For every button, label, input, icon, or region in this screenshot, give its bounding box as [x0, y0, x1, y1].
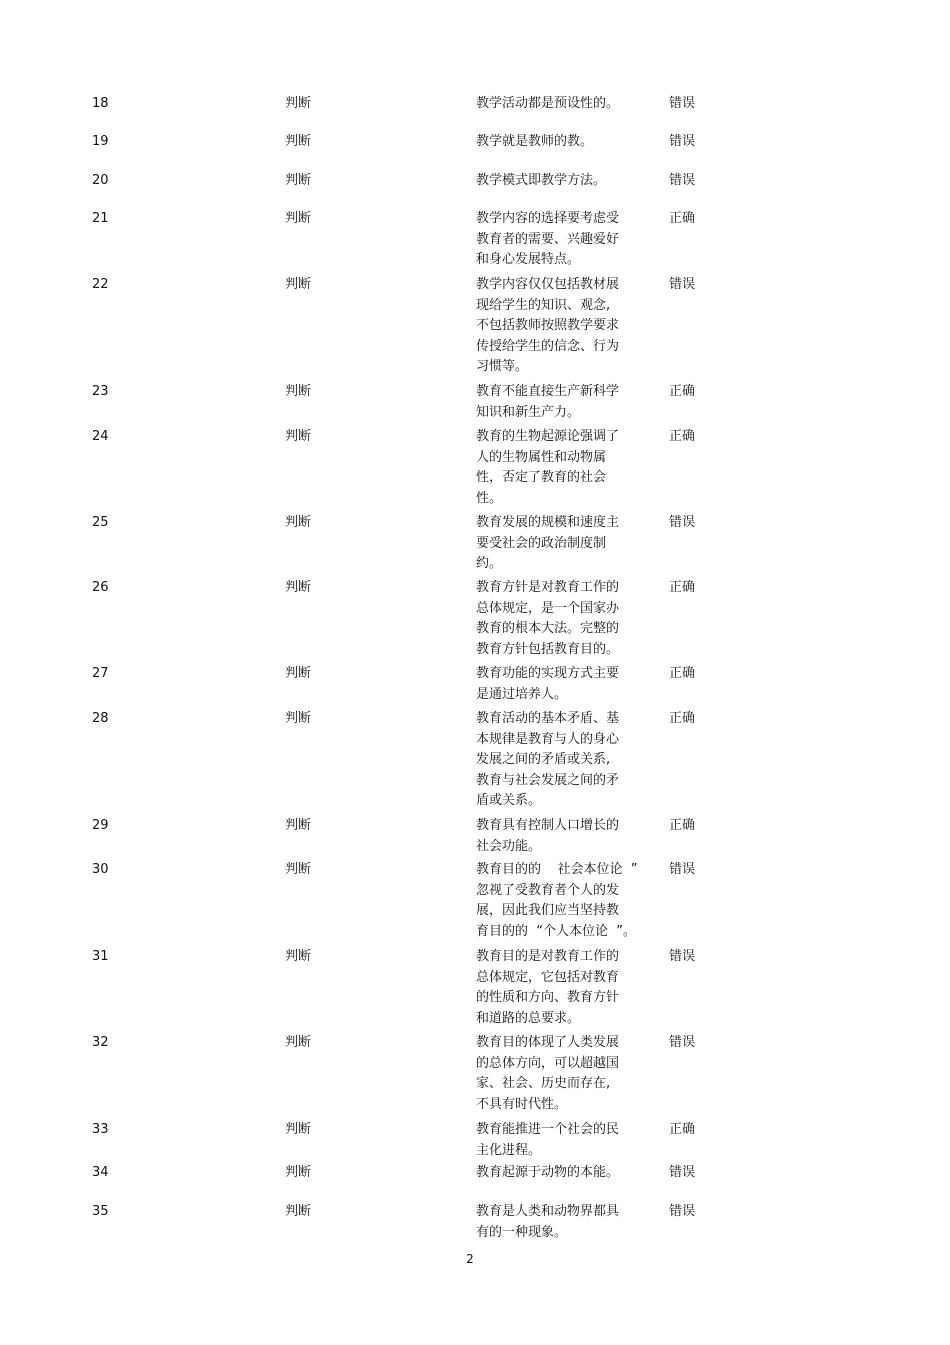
question-statement: 教学模式即教学方法。 — [476, 173, 607, 188]
question-statement: 教育能推进一个社会的民 主化进程。 — [476, 1122, 620, 1158]
question-type: 判断 — [285, 515, 312, 530]
question-type: 判断 — [285, 1165, 312, 1180]
question-number: 19 — [92, 134, 109, 149]
question-type: 判断 — [285, 211, 312, 226]
question-number: 35 — [92, 1204, 109, 1219]
question-type: 判断 — [285, 384, 312, 399]
question-answer: 错误 — [669, 1204, 696, 1219]
question-number: 25 — [92, 515, 109, 530]
question-type: 判断 — [285, 949, 312, 964]
question-statement: 教育活动的基本矛盾、基 本规律是教育与人的身心 发展之间的矛盾或关系, 教育与社会发展之间的矛 盾或关系。 — [476, 711, 620, 808]
question-statement: 教育方针是对教育工作的 总体规定，是一个国家办 教育的根本大法。完整的 教育方针包括教育目的。 — [476, 580, 620, 657]
question-type: 判断 — [285, 1204, 312, 1219]
question-number: 27 — [92, 666, 109, 681]
question-number: 30 — [92, 862, 109, 877]
question-number: 20 — [92, 173, 109, 188]
question-number: 23 — [92, 384, 109, 399]
question-statement: 教学内容仅仅包括教材展 现给学生的知识、观念, 不包括教师按照教学要求 传授给学生的信念、行为 习惯等。 — [476, 277, 620, 374]
question-answer: 错误 — [669, 134, 696, 149]
question-answer: 错误 — [669, 173, 696, 188]
question-type: 判断 — [285, 862, 312, 877]
question-answer: 正确 — [669, 711, 696, 726]
question-statement: 教育目的是对教育工作的 总体规定，它包括对教育 的性质和方向、教育方针 和道路的总要求。 — [476, 949, 620, 1026]
question-statement: 教育功能的实现方式主要 是通过培养人。 — [476, 666, 620, 702]
question-number: 29 — [92, 818, 109, 833]
question-number: 31 — [92, 949, 109, 964]
question-number: 26 — [92, 580, 109, 595]
question-statement: 教学就是教师的教。 — [476, 134, 594, 149]
question-answer: 正确 — [669, 1122, 696, 1137]
question-type: 判断 — [285, 711, 312, 726]
question-answer: 正确 — [669, 666, 696, 681]
question-answer: 错误 — [669, 862, 696, 877]
question-answer: 错误 — [669, 949, 696, 964]
question-statement: 教育具有控制人口增长的 社会功能。 — [476, 818, 620, 854]
question-number: 33 — [92, 1122, 109, 1137]
question-answer: 正确 — [669, 580, 696, 595]
question-statement: 教育目的的 社会本位论 ” 忽视了受教育者个人的发 展，因此我们应当坚持教 育目的的 “个人本位论 ”。 — [476, 862, 638, 939]
question-statement: 教育是人类和动物界都具 有的一种现象。 — [476, 1204, 620, 1240]
question-answer: 正确 — [669, 384, 696, 399]
question-number: 22 — [92, 277, 109, 292]
question-statement: 教学内容的选择要考虑受 教育者的需要、兴趣爱好 和身心发展特点。 — [476, 211, 620, 267]
question-type: 判断 — [285, 1122, 312, 1137]
question-statement: 教育起源于动物的本能。 — [476, 1165, 620, 1180]
question-type: 判断 — [285, 1035, 312, 1050]
question-type: 判断 — [285, 173, 312, 188]
question-type: 判断 — [285, 580, 312, 595]
question-answer: 正确 — [669, 211, 696, 226]
question-answer: 错误 — [669, 1165, 696, 1180]
question-type: 判断 — [285, 96, 312, 111]
question-type: 判断 — [285, 277, 312, 292]
question-number: 24 — [92, 429, 109, 444]
question-answer: 错误 — [669, 277, 696, 292]
question-statement: 教育的生物起源论强调了 人的生物属性和动物属 性，否定了教育的社会 性。 — [476, 429, 620, 506]
question-number: 32 — [92, 1035, 109, 1050]
question-type: 判断 — [285, 818, 312, 833]
question-statement: 教育不能直接生产新科学 知识和新生产力。 — [476, 384, 620, 420]
question-type: 判断 — [285, 429, 312, 444]
question-answer: 正确 — [669, 429, 696, 444]
question-number: 21 — [92, 211, 109, 226]
question-answer: 错误 — [669, 1035, 696, 1050]
question-number: 28 — [92, 711, 109, 726]
page-number: 2 — [466, 1252, 474, 1266]
question-statement: 教育发展的规模和速度主 要受社会的政治制度制 约。 — [476, 515, 620, 571]
question-statement: 教学活动都是预设性的。 — [476, 96, 620, 111]
question-answer: 正确 — [669, 818, 696, 833]
question-type: 判断 — [285, 666, 312, 681]
question-statement: 教育目的体现了人类发展 的总体方向，可以超越国 家、社会、历史而存在, 不具有时代性。 — [476, 1035, 620, 1112]
question-type: 判断 — [285, 134, 312, 149]
question-number: 34 — [92, 1165, 109, 1180]
question-number: 18 — [92, 96, 109, 111]
question-answer: 错误 — [669, 515, 696, 530]
question-answer: 错误 — [669, 96, 696, 111]
